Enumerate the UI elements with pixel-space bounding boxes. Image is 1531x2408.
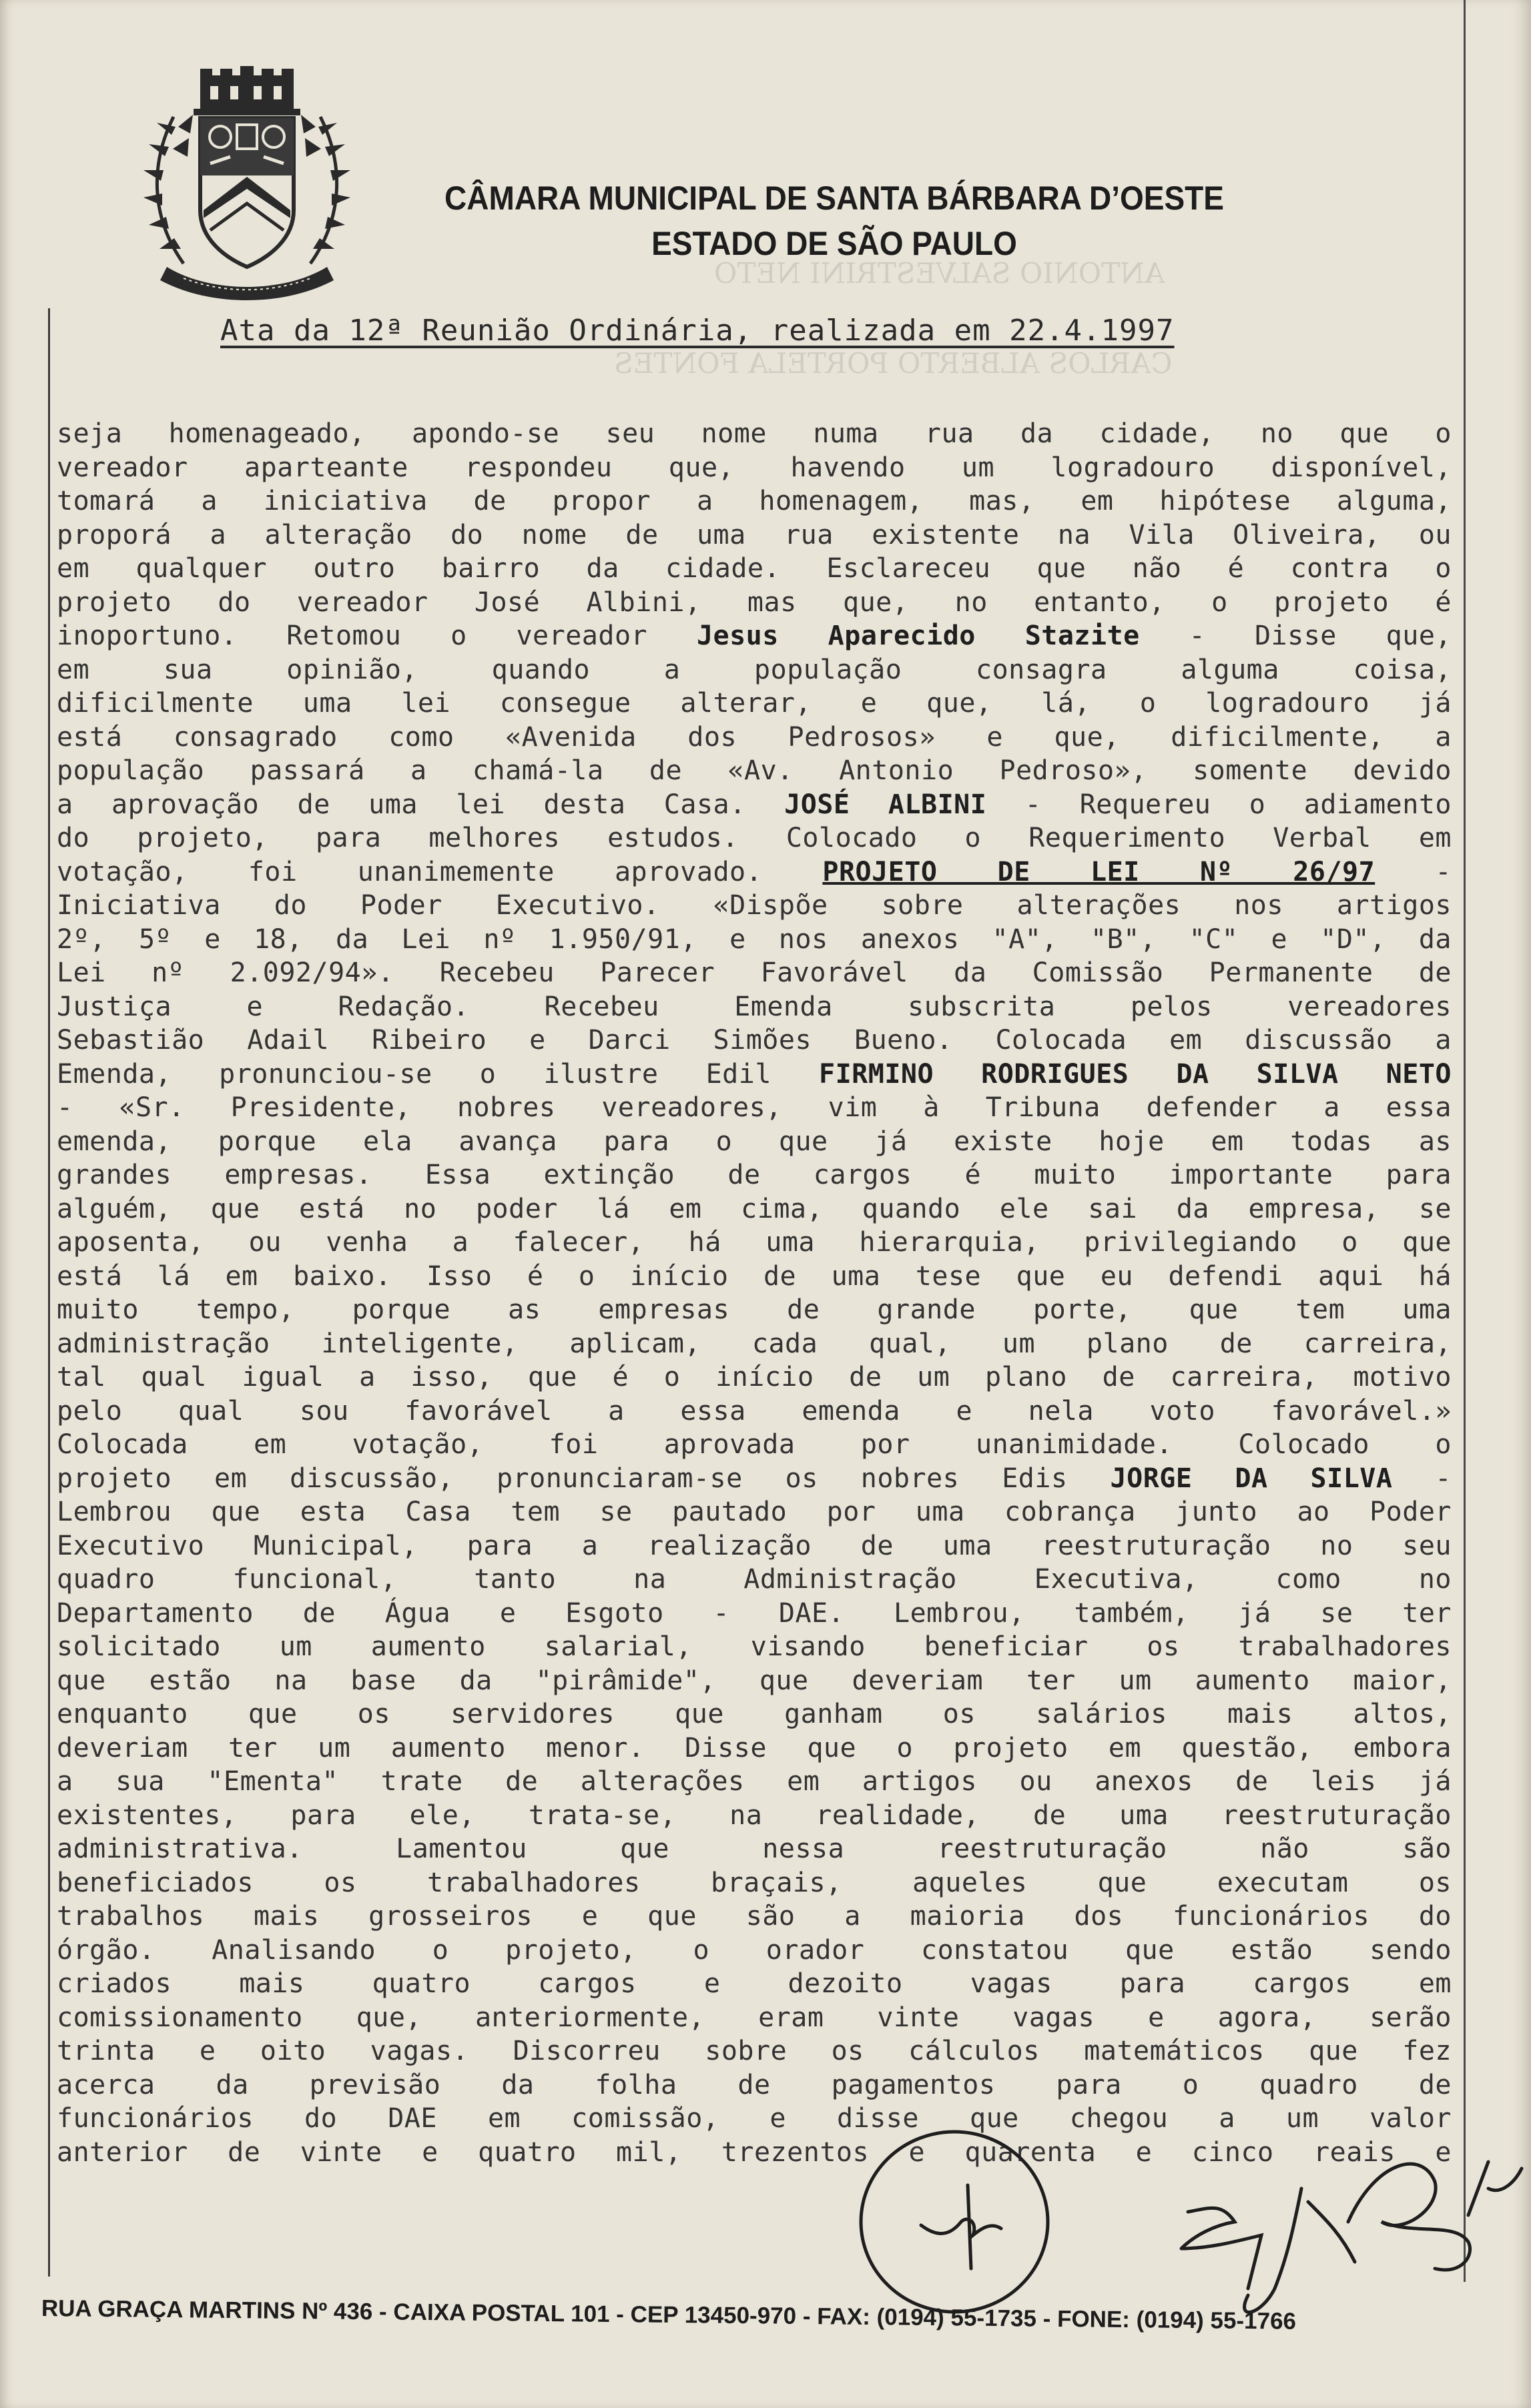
body-line: pelo qual sou favorável a essa emenda e nela voto favorável.» [57, 1395, 1452, 1427]
body-line: dificilmente uma lei consegue alterar, e que, lá, o logradouro já [57, 688, 1452, 719]
body-line: funcionários do DAE em comissão, e disse que chegou a um valor [57, 2103, 1452, 2134]
body-line: comissionamento que, anteriormente, eram vinte vagas e agora, serão [57, 2002, 1452, 2033]
footer-address: RUA GRAÇA MARTINS Nº 436 - CAIXA POSTAL 101 - CEP 13450-970 - FAX: (0194) 55-1735 - FONE: (0194) 55-1766 [41, 2295, 1297, 2335]
body-line: projeto do vereador José Albini, mas que, no entanto, o projeto é [57, 586, 1452, 618]
body-line: vereador aparteante respondeu que, havendo um logradouro disponível, [57, 452, 1452, 483]
signatures [834, 2122, 1528, 2335]
body-line: - «Sr. Presidente, nobres vereadores, vim à Tribuna defender a essa [57, 1092, 1452, 1123]
body-line: Iniciativa do Poder Executivo. «Dispõe sobre alterações nos artigos [57, 890, 1452, 921]
body-line: beneficiados os trabalhadores braçais, aqueles que executam os [57, 1867, 1452, 1898]
body-line: alguém, que está no poder lá em cima, quando ele sai da empresa, se [57, 1193, 1452, 1224]
body-line: a aprovação de uma lei desta Casa. JOSÉ ALBINI - Requereu o adiamento [57, 789, 1452, 820]
body-line: projeto em discussão, pronunciaram-se os nobres Edis JORGE DA SILVA - [57, 1463, 1452, 1494]
body-line: que estão na base da "pirâmide", que deveriam ter um aumento maior, [57, 1665, 1452, 1696]
coat-of-arms-icon [137, 63, 357, 304]
body-line: quadro funcional, tanto na Administração Executiva, como no [57, 1564, 1452, 1595]
body-line: Lei nº 2.092/94». Recebeu Parecer Favorável da Comissão Permanente de [57, 957, 1452, 988]
body-line: administrativa. Lamentou que nessa reestruturação não são [57, 1834, 1452, 1864]
show-through-name-2: CARLOS ALBERTO PORTELA FONTES [614, 347, 1173, 380]
body-line: inoportuno. Retomou o vereador Jesus Aparecido Stazite - Disse que, [57, 621, 1452, 651]
show-through-name-1: ANTONIO SALVESTRINI NETO [714, 257, 1165, 290]
body-line: existentes, para ele, trata-se, na realidade, de uma reestruturação [57, 1799, 1452, 1831]
body-line: Executivo Municipal, para a realização de uma reestruturação no seu [57, 1530, 1452, 1561]
body-line: proporá a alteração do nome de uma rua existente na Vila Oliveira, ou [57, 519, 1452, 550]
body-line: órgão. Analisando o projeto, o orador constatou que estão sendo [57, 1934, 1452, 1966]
right-margin-rule [1464, 0, 1466, 2282]
body-line: acerca da previsão da folha de pagamentos para o quadro de [57, 2069, 1452, 2100]
body-line: tomará a iniciativa de propor a homenagem, mas, em hipótese alguma, [57, 486, 1452, 516]
body-line: deveriam ter um aumento menor. Disse que o projeto em questão, embora [57, 1732, 1452, 1763]
body-line: Sebastião Adail Ribeiro e Darci Simões Bueno. Colocada em discussão a [57, 1025, 1452, 1056]
letterhead [0, 0, 1531, 314]
minutes-body [57, 417, 1452, 2169]
body-line: Emenda, pronunciou-se o ilustre Edil FIRMINO RODRIGUES DA SILVA NETO [57, 1058, 1452, 1090]
body-line: do projeto, para melhores estudos. Colocado o Requerimento Verbal em [57, 823, 1452, 853]
body-line: criados mais quatro cargos e dezoito vagas para cargos em [57, 1968, 1452, 1999]
bill-heading: PROJETO DE LEI Nº 26/97 [822, 856, 1375, 887]
speaker-name: Jesus Aparecido Stazite [696, 621, 1140, 651]
body-line: Departamento de Água e Esgoto - DAE. Lembrou, também, já se ter [57, 1597, 1452, 1629]
body-line: população passará a chamá-la de «Av. Antonio Pedroso», somente devido [57, 755, 1452, 786]
left-margin-rule [48, 308, 50, 2277]
body-line: Colocada em votação, foi aprovada por unanimidade. Colocado o [57, 1429, 1452, 1460]
speaker-name: JORGE DA SILVA [1110, 1463, 1393, 1494]
speaker-name: FIRMINO RODRIGUES DA SILVA NETO [818, 1058, 1452, 1090]
body-line: 2º, 5º e 18, da Lei nº 1.950/91, e nos anexos "A", "B", "C" e "D", da [57, 923, 1452, 955]
body-line: trabalhos mais grosseiros e que são a maioria dos funcionários do [57, 1901, 1452, 1932]
chamber-name: CÂMARA MUNICIPAL DE SANTA BÁRBARA D’OESTE [444, 179, 1224, 217]
body-line: está consagrado como «Avenida dos Pedrosos» e que, dificilmente, a [57, 721, 1452, 753]
body-line: grandes empresas. Essa extinção de cargos é muito importante para [57, 1160, 1452, 1190]
body-line: administração inteligente, aplicam, cada qual, um plano de carreira, [57, 1328, 1452, 1359]
body-line: muito tempo, porque as empresas de grande porte, que tem uma [57, 1294, 1452, 1325]
state-name: ESTADO DE SÃO PAULO [651, 225, 1017, 262]
body-line: em qualquer outro bairro da cidade. Esclareceu que não é contra o [57, 553, 1452, 584]
body-line: solicitado um aumento salarial, visando beneficiar os trabalhadores [57, 1631, 1452, 1662]
body-line: tal qual igual a isso, que é o início de um plano de carreira, motivo [57, 1362, 1452, 1392]
speaker-name: JOSÉ ALBINI [784, 789, 987, 820]
body-line: trinta e oito vagas. Discorreu sobre os cálculos matemáticos que fez [57, 2036, 1452, 2066]
minutes-title: Ata da 12ª Reunião Ordinária, realizada em 22.4.1997 [220, 314, 1175, 348]
body-line: anterior de vinte e quatro mil, trezentos e quarenta e cinco reais e [57, 2136, 1452, 2168]
body-line: em sua opinião, quando a população consagra alguma coisa, [57, 654, 1452, 685]
body-line: emenda, porque ela avança para o que já existe hoje em todas as [57, 1126, 1452, 1157]
body-line: Lembrou que esta Casa tem se pautado por uma cobrança junto ao Poder [57, 1497, 1452, 1527]
body-line: enquanto que os servidores que ganham os salários mais altos, [57, 1699, 1452, 1729]
body-line: a sua "Ementa" trate de alterações em artigos ou anexos de leis já [57, 1766, 1452, 1797]
body-line: aposenta, ou venha a falecer, há uma hierarquia, privilegiando o que [57, 1227, 1452, 1258]
body-line: está lá em baixo. Isso é o início de uma tese que eu defendi aqui há [57, 1260, 1452, 1292]
body-line: votação, foi unanimemente aprovado. PROJETO DE LEI Nº 26/97 - [57, 856, 1452, 887]
body-line: Justiça e Redação. Recebeu Emenda subscrita pelos vereadores [57, 991, 1452, 1022]
body-line: seja homenageado, apondo-se seu nome numa rua da cidade, no que o [57, 418, 1452, 449]
